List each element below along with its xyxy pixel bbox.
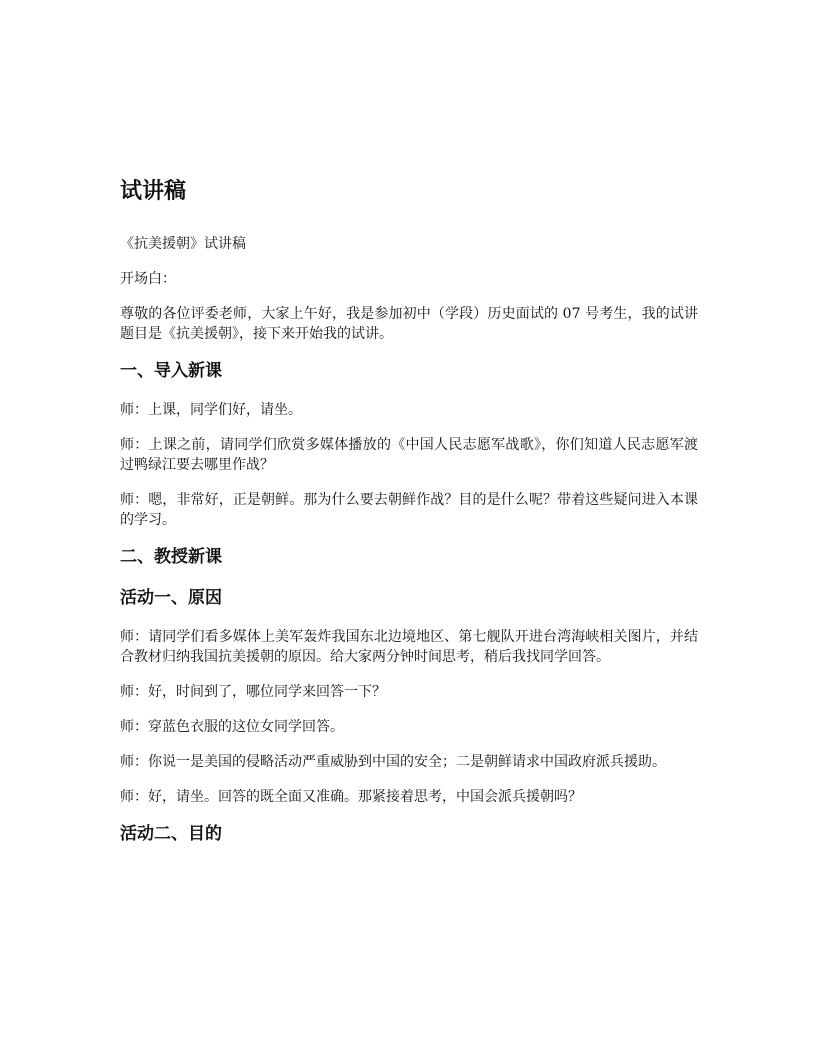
activity-paragraph: 师：穿蓝色衣服的这位女同学回答。 (120, 719, 344, 735)
document-title: 试讲稿 (120, 178, 187, 204)
intro-paragraph: 师：上课，同学们好，请坐。 (120, 402, 302, 418)
activity-paragraph: 师：好，请坐。回答的既全面又准确。那紧接着思考，中国会派兵援朝吗？ (120, 789, 582, 805)
opening-label: 开场白： (120, 271, 176, 287)
section-heading-intro: 一、导入新课 (120, 361, 222, 381)
intro-paragraph: 师：上课之前，请同学们欣赏多媒体播放的《中国人民志愿军战歌》，你们知道人民志愿军渡过鸭绿江要去哪里作战？ (120, 437, 698, 473)
document-page (120, 176, 698, 863)
activity-paragraph: 师：好，时间到了，哪位同学来回答一下？ (120, 684, 386, 700)
activity-paragraph: 师：请同学们看多媒体上美军轰炸我国东北边境地区、第七舰队开进台湾海峡相关图片，并结合教材归纳我国抗美援朝的原因。给大家两分钟时间思考，稍后我找同学回答。 (120, 629, 698, 665)
intro-paragraph: 师：嗯，非常好，正是朝鲜。那为什么要去朝鲜作战？目的是什么呢？带着这些疑问进入本课的学习。 (120, 492, 698, 528)
activity-paragraph: 师：你说一是美国的侵略活动严重威胁到中国的安全；二是朝鲜请求中国政府派兵援助。 (120, 754, 666, 770)
section-heading-teaching: 二、教授新课 (120, 547, 222, 567)
lecture-subtitle: 《抗美援朝》试讲稿 (120, 236, 246, 252)
activity-heading-purpose: 活动二、目的 (120, 824, 222, 844)
opening-text: 尊敬的各位评委老师，大家上午好，我是参加初中（学段）历史面试的 07 号考生，我的试讲题目是《抗美援朝》，接下来开始我的试讲。 (120, 306, 698, 342)
activity-heading-reason: 活动一、原因 (120, 588, 222, 608)
